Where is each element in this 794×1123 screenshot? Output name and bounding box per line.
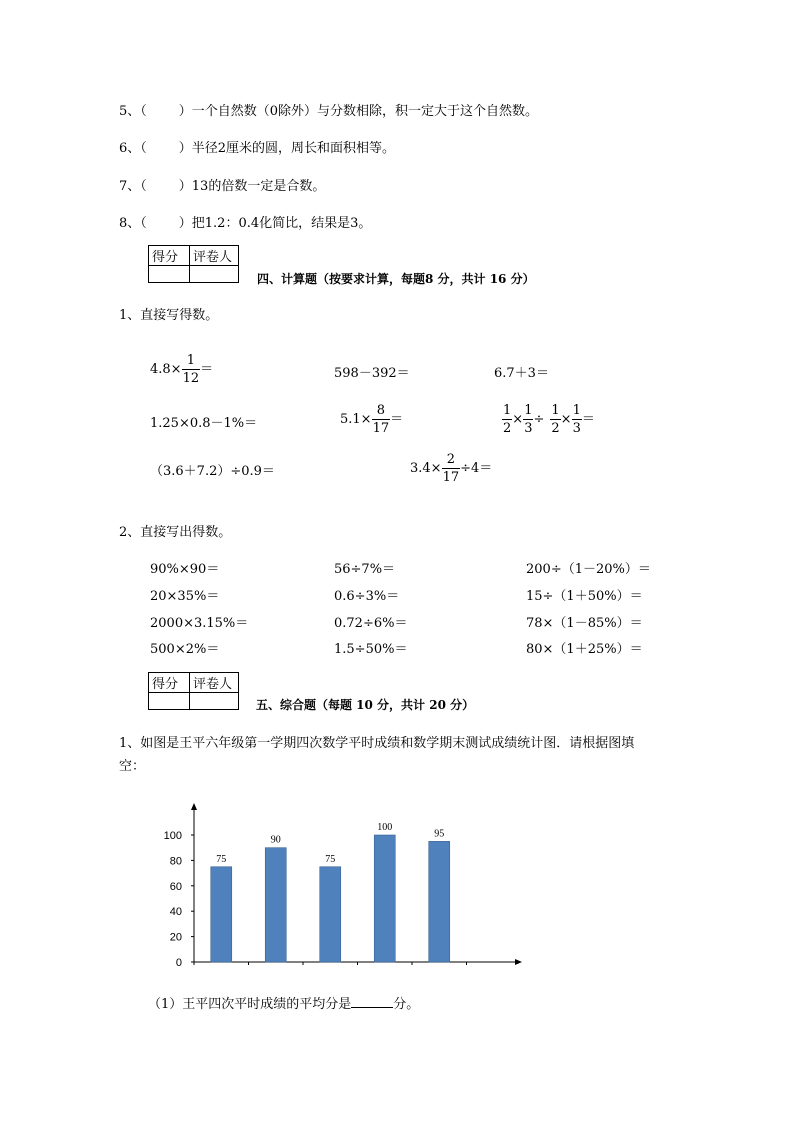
grid-cell: 56÷7%＝: [334, 562, 396, 577]
numerator: 2: [442, 451, 461, 469]
grid-cell: 90%×90＝: [150, 562, 220, 577]
y-tick-label: 0: [175, 957, 182, 969]
calc-item: [502, 402, 595, 437]
grid-cell: 78×（1－85%）＝: [526, 616, 643, 631]
bar: [211, 867, 232, 962]
bar: [429, 841, 450, 962]
numerator: 1: [572, 403, 581, 418]
score-cell[interactable]: [149, 693, 190, 710]
tf-question-5: [119, 100, 538, 119]
grid-cell: 200÷（1－20%）＝: [526, 562, 651, 577]
section4-title: 四、计算题（按要求计算，每题8 分，共计 16 分）: [257, 272, 535, 286]
operator: ×: [512, 412, 524, 427]
numerator: 1: [182, 352, 201, 370]
fraction: [372, 402, 391, 437]
section4-q1: 1、直接写得数。: [119, 308, 219, 323]
tf-question-6: [119, 137, 395, 156]
denominator: 2: [551, 421, 560, 436]
fraction: [442, 451, 461, 486]
y-tick-label: 100: [163, 830, 182, 842]
numerator: 8: [372, 402, 391, 420]
bar-data-label: 100: [377, 822, 393, 833]
calc-text: 5.1×: [340, 412, 372, 427]
answer-blank[interactable]: [351, 1007, 393, 1008]
bar: [374, 835, 395, 962]
y-tick-label: 40: [169, 906, 182, 919]
sub1-unit: 分。: [393, 997, 420, 1012]
score-bar-chart: [140, 795, 540, 975]
score-label: 得分: [149, 673, 190, 693]
x-axis-arrow: [515, 959, 522, 965]
denominator: 17: [442, 470, 460, 485]
grid-cell: 80×（1＋25%）＝: [526, 642, 643, 657]
calc-text: ＝: [581, 412, 595, 427]
numerator: 1: [524, 403, 533, 418]
tf-text: ）把1.2：0.4化简比，结果是3。: [178, 216, 372, 231]
bar-data-label: 95: [434, 828, 445, 840]
score-label: 得分: [149, 246, 190, 266]
calc-text: ＝: [390, 412, 404, 427]
fraction: [523, 402, 533, 437]
calc-item: [410, 451, 492, 486]
tf-text: ）一个自然数（0除外）与分数相除，积一定大于这个自然数。: [178, 104, 539, 119]
numerator: 1: [503, 403, 512, 418]
calc-item: [340, 402, 403, 437]
y-tick-label: 60: [169, 880, 182, 893]
grader-cell[interactable]: [190, 266, 239, 283]
grid-cell: 2000×3.15%＝: [150, 616, 249, 631]
score-box: [148, 672, 239, 710]
tf-number: 6、（: [119, 141, 147, 156]
grid-cell: 20×35%＝: [150, 589, 220, 604]
denominator: 17: [372, 421, 390, 436]
y-tick-label: 20: [169, 931, 182, 944]
operator: ×: [560, 412, 572, 427]
bar-data-label: 75: [325, 853, 336, 865]
grid-cell: 0.72÷6%＝: [334, 616, 408, 631]
denominator: 12: [182, 371, 200, 386]
sub1-text: （1）王平四次平时成绩的平均分是: [148, 997, 352, 1012]
calc-text: 3.4×: [410, 461, 442, 476]
y-tick-label: 80: [169, 855, 182, 868]
bar-data-label: 75: [216, 853, 227, 865]
calc-text: ÷4＝: [460, 461, 493, 476]
fraction: [182, 352, 201, 387]
section5-q1-line2: 空：: [119, 759, 146, 774]
tf-text: ）13的倍数一定是合数。: [178, 179, 326, 194]
operator: ÷: [533, 412, 545, 427]
numerator: 1: [551, 403, 560, 418]
calc-text: ＝: [200, 362, 214, 377]
grid-cell: 0.6÷3%＝: [334, 589, 400, 604]
calc-item: 6.7＋3＝: [494, 366, 549, 381]
calc-item: 598－392＝: [334, 366, 410, 381]
tf-question-8: [119, 212, 371, 231]
grader-label: 评卷人: [190, 246, 239, 266]
section4-q2: 2、直接写出得数。: [119, 525, 232, 540]
calc-item: 1.25×0.8－1%＝: [150, 416, 258, 431]
section5-q1-line1: 1、如图是王平六年级第一学期四次数学平时成绩和数学期末测试成绩统计图．请根据图填: [119, 736, 635, 751]
tf-number: 5、（: [119, 104, 147, 119]
tf-number: 7、（: [119, 179, 147, 194]
y-axis-arrow: [191, 803, 197, 810]
denominator: 3: [524, 421, 533, 436]
bar: [320, 867, 341, 962]
tf-number: 8、（: [119, 216, 147, 231]
bar: [265, 848, 286, 962]
section5-title: 五、综合题（每题 10 分，共计 20 分）: [256, 698, 475, 712]
grader-cell[interactable]: [190, 693, 239, 710]
denominator: 2: [503, 421, 512, 436]
score-box: [148, 245, 239, 283]
grid-cell: 1.5÷50%＝: [334, 642, 408, 657]
fraction: [572, 402, 582, 437]
fraction: [502, 402, 512, 437]
calc-item: [150, 352, 213, 387]
tf-question-7: [119, 175, 325, 194]
calc-text: 4.8×: [150, 362, 182, 377]
score-cell[interactable]: [149, 266, 190, 283]
bar-data-label: 90: [270, 834, 281, 846]
calc-item: （3.6＋7.2）÷0.9＝: [150, 464, 275, 479]
grid-cell: 500×2%＝: [150, 642, 220, 657]
denominator: 3: [572, 421, 581, 436]
grader-label: 评卷人: [190, 673, 239, 693]
tf-text: ）半径2厘米的圆，周长和面积相等。: [178, 141, 396, 156]
fraction: [550, 402, 560, 437]
section5-sub1: [148, 993, 419, 1012]
grid-cell: 15÷（1＋50%）＝: [526, 589, 643, 604]
